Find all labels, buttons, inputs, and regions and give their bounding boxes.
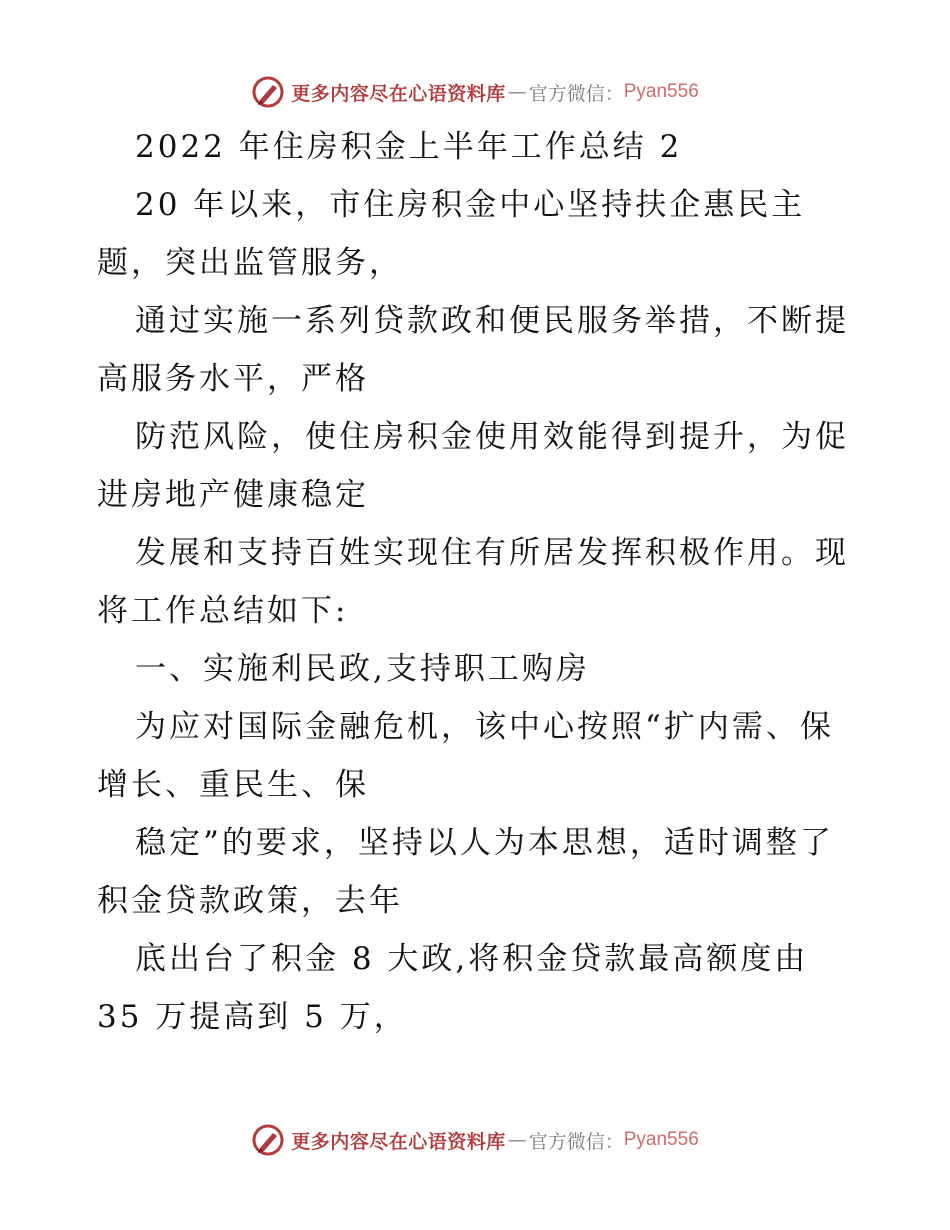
doc-line: 高服务水平，严格 bbox=[97, 361, 369, 397]
doc-line: 将工作总结如下: bbox=[97, 593, 349, 629]
doc-line: 通过实施一系列贷款政和便民服务举措，不断提 bbox=[135, 303, 849, 339]
banner-dash: — bbox=[507, 1129, 527, 1151]
header-banner bbox=[0, 72, 950, 112]
doc-line: 20 年以来，市住房积金中心坚持扶企惠民主 bbox=[135, 187, 806, 223]
doc-line: 增长、重民生、保 bbox=[97, 767, 369, 803]
doc-line: 一、实施利民政,支持职工购房 bbox=[135, 651, 590, 687]
doc-line: 进房地产健康稳定 bbox=[97, 477, 369, 513]
footer-banner bbox=[0, 1120, 950, 1160]
banner-dash: — bbox=[507, 81, 527, 103]
doc-line: 稳定”的要求，坚持以人为本思想，适时调整了 bbox=[135, 825, 834, 861]
doc-line: 35 万提高到 5 万， bbox=[97, 999, 408, 1035]
doc-line: 2022 年住房积金上半年工作总结 2 bbox=[135, 129, 683, 165]
banner-contact-label: 官方微信： bbox=[528, 1130, 624, 1153]
doc-line: 积金贷款政策，去年 bbox=[97, 883, 403, 919]
banner-wechat-id: Pyan556 bbox=[623, 1129, 699, 1150]
doc-line: 发展和支持百姓实现住有所居发挥积极作用。现 bbox=[135, 535, 849, 571]
banner-wechat-id: Pyan556 bbox=[623, 81, 699, 102]
doc-line: 防范风险，使住房积金使用效能得到提升，为促 bbox=[135, 419, 849, 455]
doc-line: 底出台了积金 8 大政,将积金贷款最高额度由 bbox=[135, 941, 809, 977]
doc-line: 为应对国际金融危机，该中心按照“扩内需、保 bbox=[135, 709, 834, 745]
banner-main-text: 更多内容尽在心语资料库 bbox=[291, 1130, 506, 1153]
doc-line: 题，突出监管服务， bbox=[97, 245, 403, 281]
document-body bbox=[97, 118, 857, 1046]
banner-contact-label: 官方微信： bbox=[528, 82, 624, 105]
banner-main-text: 更多内容尽在心语资料库 bbox=[291, 82, 506, 105]
pen-circle-logo-icon bbox=[251, 1123, 285, 1157]
pen-circle-logo-icon bbox=[251, 75, 285, 109]
